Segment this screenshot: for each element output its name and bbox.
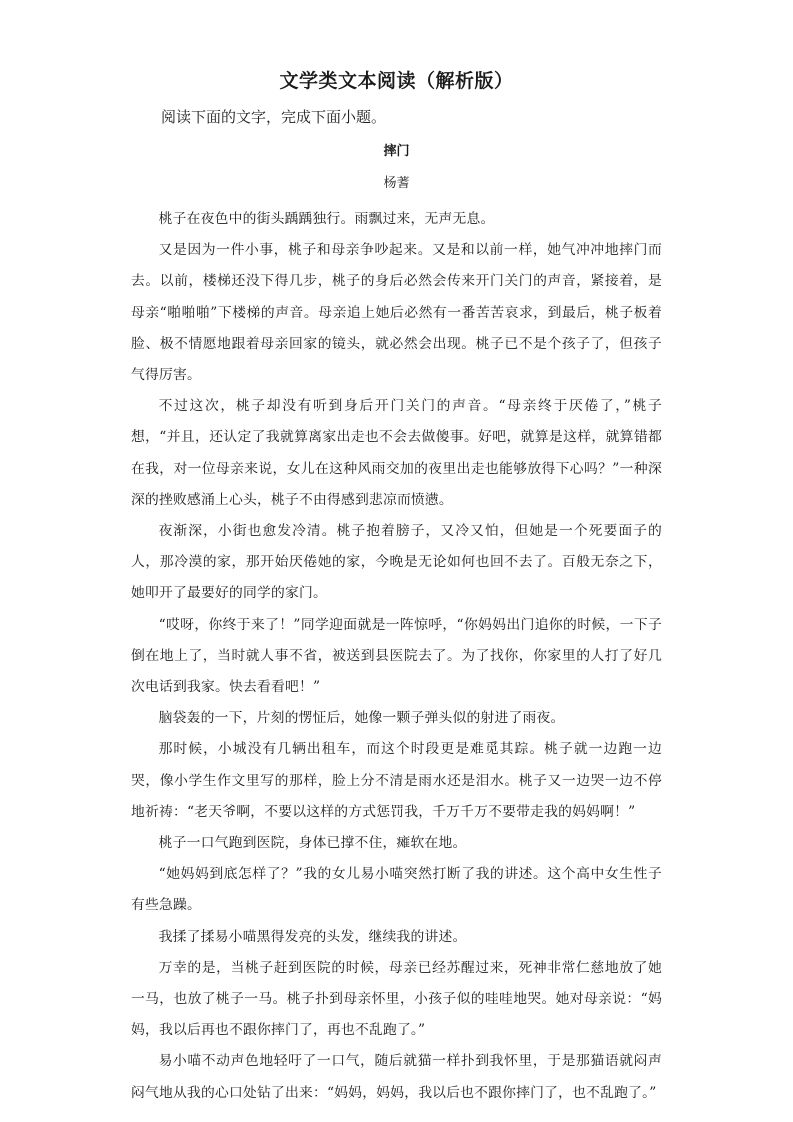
story-paragraph: 又是因为一件小事，桃子和母亲争吵起来。又是和以前一样，她气冲冲地摔门而去。以前，楼梯还没下得几步，桃子的身后必然会传来开门关门的声音，紧接着，是母亲“啪啪啪”下楼梯的声音。母亲追上她后必然有一番苦苦哀求，到最后，桃子板着脸、极不情愿地跟着母亲回家的镜头，就必然会出现。桃子已不是个孩子了，但孩子气得厉害。 <box>131 242 662 384</box>
story-body <box>131 204 662 1109</box>
story-paragraph: 易小喵不动声色地轻吁了一口气，随后就猫一样扑到我怀里，于是那猫语就闷声闷气地从我的心口处钻了出来：“妈妈，妈妈，我以后也不跟你摔门了，也不乱跑了。” <box>131 1053 662 1101</box>
story-paragraph: “她妈妈到底怎样了？”我的女儿易小喵突然打断了我的讲述。这个高中女生性子有些急躁。 <box>131 866 662 914</box>
story-author: 杨蓍 <box>383 176 410 191</box>
story-title: 摔门 <box>383 144 410 159</box>
story-paragraph: 那时候，小城没有几辆出租车，而这个时段更是难觅其踪。桃子就一边跑一边哭，像小学生作文里写的那样，脸上分不清是雨水还是泪水。桃子又一边哭一边不停地祈祷：“老天爷啊，不要以这样的方式惩罚我，千万千万不要带走我的妈妈啊！” <box>131 741 662 820</box>
story-paragraph: 桃子在夜色中的街头踽踽独行。雨飘过来，无声无息。 <box>158 211 495 227</box>
story-paragraph: 夜渐深，小街也愈发冷清。桃子抱着膀子，又冷又怕，但她是一个死要面子的人，那冷漠的家，那开始厌倦她的家，今晚是无论如何也回不去了。百般无奈之下，她叩开了最要好的同学的家门。 <box>131 523 662 602</box>
document-title: 文学类文本阅读（解析版） <box>279 70 514 92</box>
story-paragraph: 不过这次，桃子却没有听到身后开门关门的声音。“母亲终于厌倦了，”桃子想，“并且，还认定了我就算离家出走也不会去做傻事。好吧，就算是这样，就算错都在我，对一位母亲来说，女儿在这种风雨交加的夜里出走也能够放得下心吗？”一种深深的挫败感涌上心头，桃子不由得感到悲凉而愤懑。 <box>131 398 662 508</box>
reading-instruction: 阅读下面的文字，完成下面小题。 <box>161 108 387 126</box>
story-paragraph: 桃子一口气跑到医院，身体已撑不住，瘫软在地。 <box>158 835 467 852</box>
story-paragraph: 脑袋轰的一下，片刻的愣怔后，她像一颗子弹头似的射进了雨夜。 <box>158 710 565 727</box>
story-paragraph: 我揉了揉易小喵黑得发亮的头发，继续我的讲述。 <box>158 928 467 945</box>
story-paragraph: 万幸的是，当桃子赶到医院的时候，母亲已经苏醒过来，死神非常仁慈地放了她一马，也放了桃子一马。桃子扑到母亲怀里，小孩子似的哇哇地哭。她对母亲说：“妈妈，我以后再也不跟你摔门了，再也不乱跑了。” <box>131 959 662 1039</box>
story-paragraph: “哎呀，你终于来了！”同学迎面就是一阵惊呼，“你妈妈出门追你的时候，一下子倒在地上了，当时就人事不省，被送到县医院去了。为了找你，你家里的人打了好几次电话到我家。快去看看吧！” <box>131 616 662 696</box>
